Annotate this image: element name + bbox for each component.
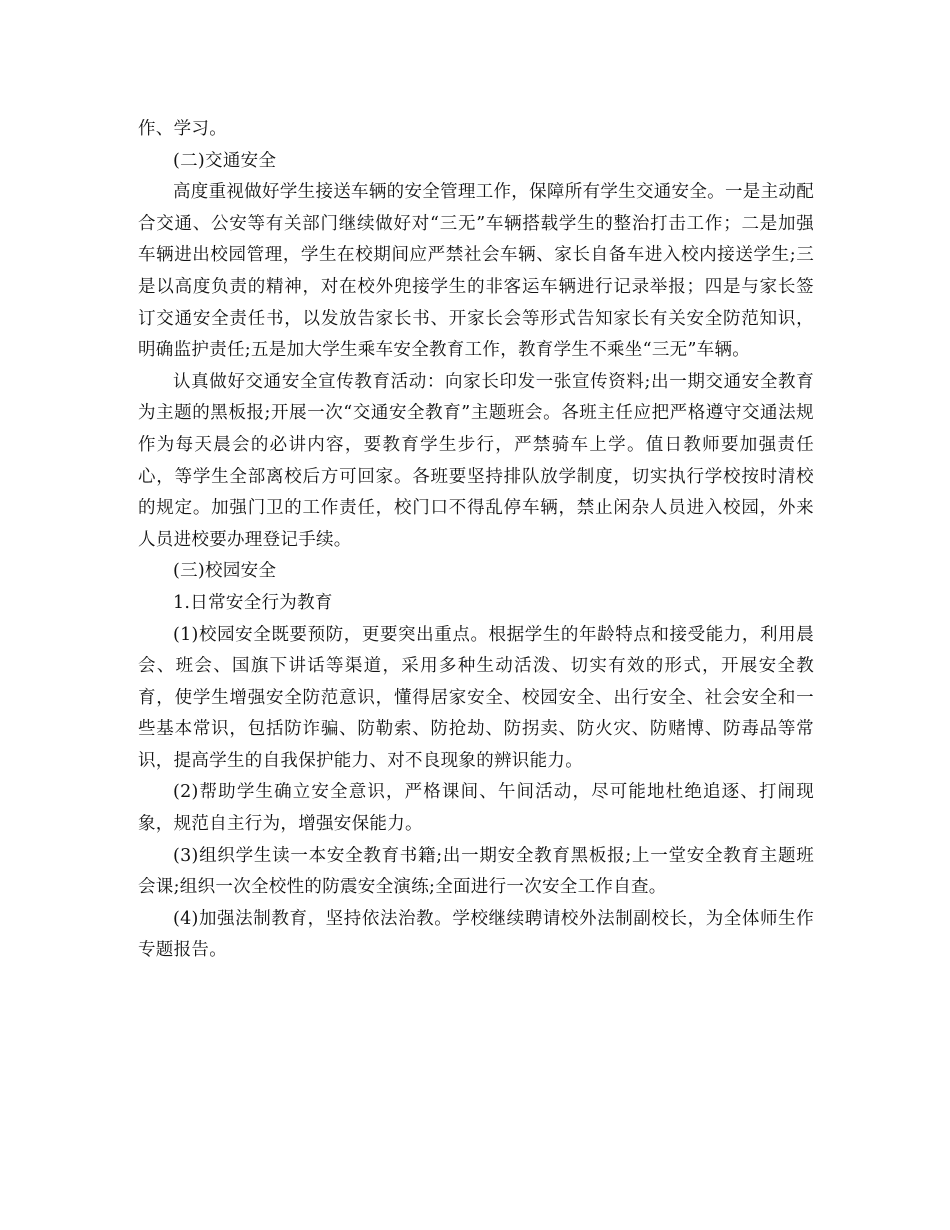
paragraph-continuation: 作、学习。 (138, 119, 227, 139)
section-heading-campus-safety: (三)校园安全 (173, 561, 277, 582)
subsection-heading-daily-safety: 1.日常安全行为教育 (173, 592, 333, 613)
document-page (138, 114, 814, 967)
list-item-3: (3)组织学生读一本安全教育书籍;出一期安全教育黑板报;上一堂安全教育主题班会课;组织一次全校性的防震安全演练;全面进行一次安全工作自查。 (138, 845, 814, 898)
list-item-1: (1)校园安全既要预防，更要突出重点。根据学生的年龄特点和接受能力，利用晨会、班会、国旗下讲话等渠道，采用多种生动活泼、切实有效的形式，开展安全教育，使学生增强安全防范意识，懂得居家安全、校园安全、出行安全、社会安全和一些基本常识，包括防诈骗、防勒索、防抢劫、防拐卖、防火灾、防赌博、防毒品等常识，提高学生的自我保护能力、对不良现象的辨识能力。 (138, 624, 814, 771)
list-item-2: (2)帮助学生确立安全意识，严格课间、午间活动，尽可能地杜绝追逐、打闹现象，规范自主行为，增强安保能力。 (138, 782, 814, 835)
paragraph-traffic-management: 高度重视做好学生接送车辆的安全管理工作，保障所有学生交通安全。一是主动配合交通、公安等有关部门继续做好对“三无”车辆搭载学生的整治打击工作；二是加强车辆进出校园管理，学生在校期间应严禁社会车辆、家长自备车进入校内接送学生;三是以高度负责的精神，对在校外兜接学生的非客运车辆进行记录举报；四是与家长签订交通安全责任书，以发放告家长书、开家长会等形式告知家长有关安全防范知识，明确监护责任;五是加大学生乘车安全教育工作，教育学生不乘坐“三无”车辆。 (138, 182, 814, 361)
section-heading-traffic-safety: (二)交通安全 (173, 150, 277, 171)
paragraph-traffic-education: 认真做好交通安全宣传教育活动：向家长印发一张宣传资料;出一期交通安全教育为主题的黑板报;开展一次“交通安全教育”主题班会。各班主任应把严格遵守交通法规作为每天晨会的必讲内容，要教育学生步行，严禁骑车上学。值日教师要加强责任心，等学生全部离校后方可回家。各班要坚持排队放学制度，切实执行学校按时清校的规定。加强门卫的工作责任，校门口不得乱停车辆，禁止闲杂人员进入校园，外来人员进校要办理登记手续。 (138, 371, 814, 550)
list-item-4: (4)加强法制教育，坚持依法治教。学校继续聘请校外法制副校长，为全体师生作专题报告。 (138, 908, 814, 961)
